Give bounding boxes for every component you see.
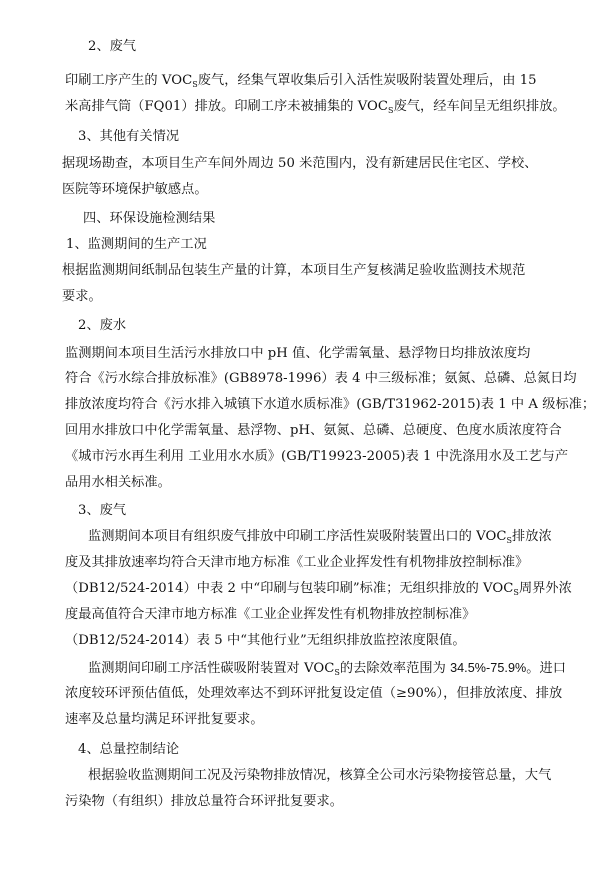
paragraph-line: 《城市污水再生利用 工业用水水质》(GB/T19923-2005)表 1 中洗涤用水及工艺与产	[65, 449, 569, 464]
section-heading-other: 3、其他有关情况	[78, 129, 180, 144]
paragraph-line: 品用水相关标准。	[65, 475, 171, 490]
text-segment: 的去除效率范围为	[339, 661, 451, 676]
text-segment: 监测期间本项目有组织废气排放中印刷工序活性炭吸附装置出口的 VOC	[88, 529, 507, 544]
text-segment: 排放浓	[512, 529, 552, 544]
section-heading-conditions: 1、监测期间的生产工况	[66, 237, 207, 252]
text-segment: 印刷工序产生的 VOC	[65, 73, 193, 88]
paragraph-line: 要求。	[62, 289, 102, 304]
paragraph-line: （DB12/524-2014）表 5 中“其他行业”无组织排放监控浓度限值。	[65, 633, 466, 648]
efficiency-range: 34.5%-75.9%	[450, 661, 527, 675]
section-heading-results: 四、环保设施检测结果	[83, 211, 216, 226]
paragraph-line: 医院等环境保护敏感点。	[62, 182, 208, 197]
paragraph-line: 据现场勘查，本项目生产车间外周边 50 米范围内，没有新建居民住宅区、学校、	[62, 156, 538, 171]
paragraph-line: 排放浓度均符合《污水排入城镇下水道水质标准》(GB/T31962-2015)表 1 中 A 级标准；	[65, 397, 595, 412]
section-heading-waste-gas: 2、废气	[88, 39, 137, 54]
section-heading-total-control: 4、总量控制结论	[78, 742, 180, 757]
subscript: S	[513, 588, 519, 597]
text-segment: 。进口	[526, 661, 566, 676]
paragraph-line: 根据监测期间纸制品包装生产量的计算，本项目生产复核满足验收监测技术规范	[62, 263, 526, 278]
paragraph-line	[65, 72, 537, 91]
text-segment: 米高排气筒（FQ01）排放。印刷工序未被捕集的 VOC	[65, 99, 389, 114]
paragraph-line: 回用水排放口中化学需氧量、悬浮物、pH、氨氮、总磷、总硬度、色度水质浓度符合	[65, 423, 562, 438]
paragraph-line: 符合《污水综合排放标准》(GB8978-1996）表 4 中三级标准；氨氮、总磷、总氮日均	[65, 371, 577, 386]
subscript: S	[334, 668, 340, 677]
paragraph-line: 浓度较环评预估值低，处理效率达不到环评批复设定值（≥90%），但排放浓度、排放	[65, 686, 563, 701]
subscript: S	[388, 106, 394, 115]
text-segment: （DB12/524-2014）中表 2 中“印刷与包装印刷”标准；无组织排放的 VOC	[65, 581, 514, 596]
paragraph-line	[88, 528, 552, 547]
text-segment: 废气，经车间呈无组织排放。	[393, 99, 566, 114]
paragraph-line: 度及其排放速率均符合天津市地方标准《工业企业挥发性有机物排放控制标准》	[65, 555, 529, 570]
subscript: S	[506, 536, 513, 545]
paragraph-line: 污染物（有组织）排放总量符合环评批复要求。	[65, 794, 343, 809]
section-heading-wastewater: 2、废水	[78, 318, 127, 333]
paragraph-line: 监测期间本项目生活污水排放口中 pH 值、化学需氧量、悬浮物日均排放浓度均	[65, 346, 531, 361]
text-segment: 监测期间印刷工序活性碳吸附装置对 VOC	[88, 661, 335, 676]
text-segment: 周界外浓	[518, 581, 572, 596]
paragraph-line: 度最高值符合天津市地方标准《工业企业挥发性有机物排放控制标准》	[65, 607, 476, 622]
subscript: S	[192, 80, 198, 89]
text-segment: 废气，经集气罩收集后引入活性炭吸附装置处理后，由 15	[197, 73, 537, 88]
section-heading-waste-gas-2: 3、废气	[78, 503, 127, 518]
paragraph-line: 根据验收监测期间工况及污染物排放情况，核算全公司水污染物接管总量，大气	[88, 768, 552, 783]
paragraph-line: 速率及总量均满足环评批复要求。	[65, 712, 264, 727]
paragraph-line	[88, 659, 566, 679]
paragraph-line	[65, 580, 572, 599]
paragraph-line	[65, 98, 566, 117]
